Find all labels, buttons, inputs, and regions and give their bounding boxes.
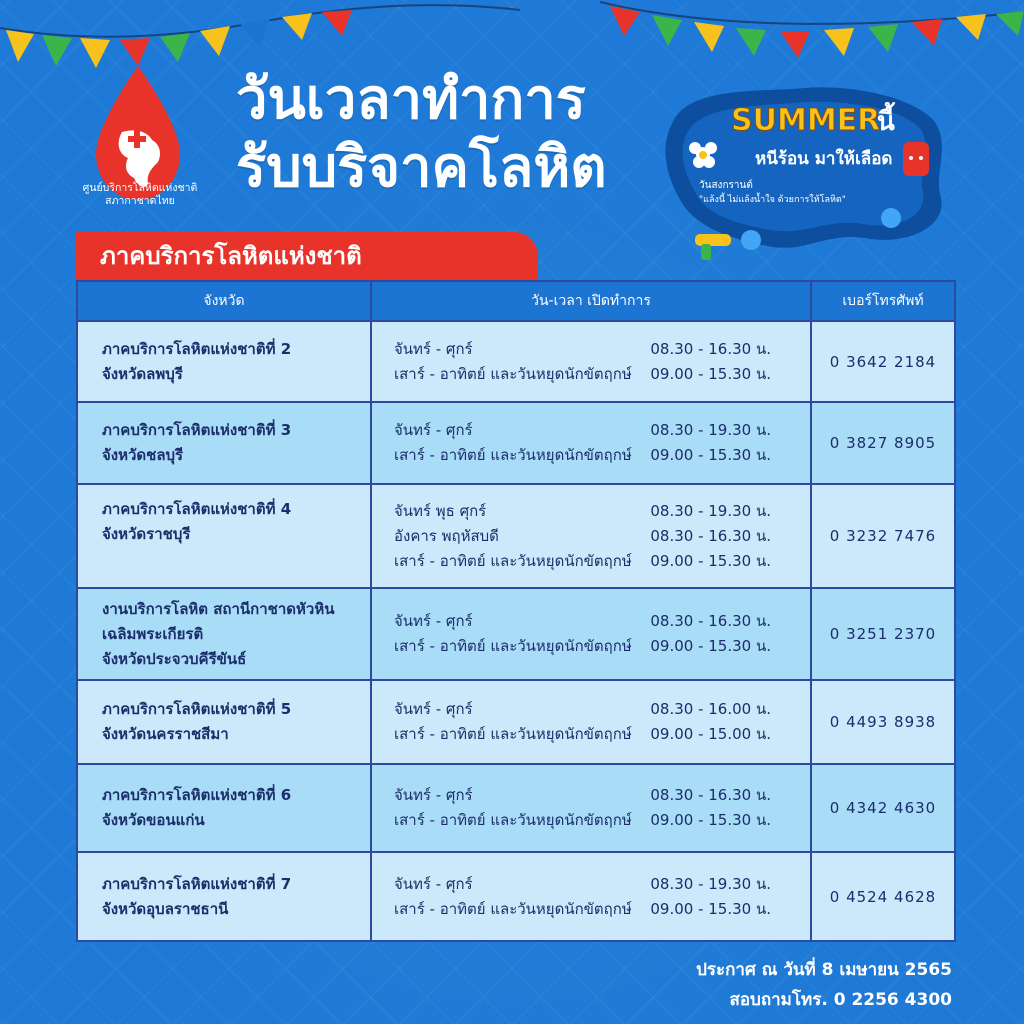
schedule-time: 08.30 - 16.00 น. xyxy=(650,700,771,718)
promo-tagline: หนีร้อน มาให้เลือด xyxy=(755,149,893,169)
schedule-line xyxy=(394,808,809,833)
schedule-days: เสาร์ - อาทิตย์ และวันหยุดนักขัตฤกษ์ xyxy=(394,364,632,383)
province-line: งานบริการโลหิต สถานีกาชาดหัวหิน xyxy=(102,599,335,618)
province-line: ภาคบริการโลหิตแห่งชาติที่ 6 xyxy=(102,786,292,804)
schedule-time: 09.00 - 15.30 น. xyxy=(650,899,771,918)
province-cell xyxy=(77,484,371,588)
table-row xyxy=(77,852,955,941)
schedule-time: 08.30 - 16.30 น. xyxy=(650,612,771,630)
schedule-line xyxy=(394,872,809,897)
title-line-2: รับบริจาคโลหิต xyxy=(236,135,607,200)
logo-line-1: ศูนย์บริการโลหิตแห่งชาติ xyxy=(82,182,198,194)
schedule-line xyxy=(394,634,809,659)
schedule-line xyxy=(394,897,809,922)
promo-subline-1: วันสงกรานต์ xyxy=(699,180,753,191)
phone-cell: 0 4493 8938 xyxy=(811,680,955,764)
schedule-cell xyxy=(371,321,811,402)
logo-line-2: สภากาชาดไทย xyxy=(105,195,175,207)
title-line-1: วันเวลาทำการ xyxy=(236,67,586,132)
schedule-line xyxy=(394,783,809,808)
table-row xyxy=(77,588,955,680)
schedule-line xyxy=(394,337,809,362)
table-row xyxy=(77,484,955,588)
schedule-line xyxy=(394,443,809,468)
schedule-days: เสาร์ - อาทิตย์ และวันหยุดนักขัตฤกษ์ xyxy=(394,637,632,655)
phone-cell: 0 4524 4628 xyxy=(811,852,955,941)
province-cell xyxy=(77,402,371,484)
table-row xyxy=(77,764,955,852)
page-title xyxy=(236,66,607,202)
province-line: ภาคบริการโลหิตแห่งชาติที่ 4 xyxy=(102,500,292,518)
logo-caption xyxy=(70,182,210,208)
phone-cell: 0 3827 8905 xyxy=(811,402,955,484)
table-header-row xyxy=(77,281,955,321)
phone-cell: 0 3251 2370 xyxy=(811,588,955,680)
schedule-cell xyxy=(371,680,811,764)
schedule-time: 09.00 - 15.30 น. xyxy=(650,551,771,570)
header-schedule: วัน-เวลา เปิดทำการ xyxy=(371,281,811,321)
header-province: จังหวัด xyxy=(77,281,371,321)
province-cell xyxy=(77,852,371,941)
schedule-days: เสาร์ - อาทิตย์ และวันหยุดนักขัตฤกษ์ xyxy=(394,551,632,570)
schedule-cell xyxy=(371,852,811,941)
schedule-line xyxy=(394,549,809,574)
schedule-time: 08.30 - 19.30 น. xyxy=(650,874,771,893)
blood-bag-icon xyxy=(903,142,929,176)
phone-cell: 0 4342 4630 xyxy=(811,764,955,852)
province-cell xyxy=(77,588,371,680)
schedule-line xyxy=(394,524,809,549)
province-line: เฉลิมพระเกียรติ xyxy=(102,624,204,643)
province-cell xyxy=(77,764,371,852)
water-drop-icon xyxy=(741,230,761,250)
promo-suffix: นี้ xyxy=(877,107,895,137)
province-line: จังหวัดประจวบคีรีขันธ์ xyxy=(102,649,247,668)
phone-cell: 0 3232 7476 xyxy=(811,484,955,588)
schedule-days: เสาร์ - อาทิตย์ และวันหยุดนักขัตฤกษ์ xyxy=(394,725,632,743)
announce-date: ประกาศ ณ วันที่ 8 เมษายน 2565 xyxy=(696,960,952,980)
schedule-line xyxy=(394,362,809,387)
province-line: ภาคบริการโลหิตแห่งชาติที่ 5 xyxy=(102,700,292,718)
schedule-line xyxy=(394,722,809,747)
schedule-time: 08.30 - 16.30 น. xyxy=(650,339,771,358)
bunting-decoration xyxy=(0,0,1024,70)
schedule-days: จันทร์ - ศุกร์ xyxy=(394,612,473,630)
province-cell xyxy=(77,321,371,402)
contact-phone: สอบถามโทร. 0 2256 4300 xyxy=(729,990,952,1010)
schedule-time: 09.00 - 15.30 น. xyxy=(650,446,771,464)
promo-subline-2: "แล้งนี้ ไม่แล้งน้ำใจ ด้วยการให้โลหิต" xyxy=(699,195,846,205)
schedule-time: 09.00 - 15.30 น. xyxy=(650,637,771,655)
province-line: จังหวัดขอนแก่น xyxy=(102,811,205,829)
province-line: ภาคบริการโลหิตแห่งชาติที่ 3 xyxy=(102,421,292,439)
schedule-line xyxy=(394,418,809,443)
schedule-days: จันทร์ - ศุกร์ xyxy=(394,339,473,358)
table-row xyxy=(77,402,955,484)
schedule-days: จันทร์ - ศุกร์ xyxy=(394,700,473,718)
schedule-cell xyxy=(371,764,811,852)
table-row xyxy=(77,680,955,764)
schedule-days: จันทร์ พุธ ศุกร์ xyxy=(394,501,487,520)
schedule-cell xyxy=(371,402,811,484)
schedule-time: 08.30 - 19.30 น. xyxy=(650,501,771,520)
schedule-days: เสาร์ - อาทิตย์ และวันหยุดนักขัตฤกษ์ xyxy=(394,446,632,464)
schedule-time: 08.30 - 19.30 น. xyxy=(650,421,771,439)
water-bubble-icon xyxy=(881,208,901,228)
section-title: ภาคบริการโลหิตแห่งชาติ xyxy=(76,232,538,280)
schedule-time: 08.30 - 16.30 น. xyxy=(650,786,771,804)
schedule-table xyxy=(76,280,956,942)
schedule-days: เสาร์ - อาทิตย์ และวันหยุดนักขัตฤกษ์ xyxy=(394,811,632,829)
schedule-days: จันทร์ - ศุกร์ xyxy=(394,786,473,804)
schedule-time: 09.00 - 15.30 น. xyxy=(650,811,771,829)
province-line: จังหวัดชลบุรี xyxy=(102,446,184,464)
schedule-days: จันทร์ - ศุกร์ xyxy=(394,874,473,893)
province-cell xyxy=(77,680,371,764)
schedule-cell xyxy=(371,588,811,680)
water-gun-icon xyxy=(695,234,731,260)
schedule-line xyxy=(394,499,809,524)
schedule-time: 08.30 - 16.30 น. xyxy=(650,526,771,545)
schedule-days: เสาร์ - อาทิตย์ และวันหยุดนักขัตฤกษ์ xyxy=(394,899,632,918)
table-row xyxy=(77,321,955,402)
province-line: จังหวัดลพบุรี xyxy=(102,364,183,383)
promo-headline: SUMMER xyxy=(731,103,881,138)
summer-promo-graphic xyxy=(655,78,955,268)
schedule-line xyxy=(394,697,809,722)
schedule-days: จันทร์ - ศุกร์ xyxy=(394,421,473,439)
province-line: จังหวัดนครราชสีมา xyxy=(102,725,229,743)
schedule-time: 09.00 - 15.30 น. xyxy=(650,364,771,383)
province-line: ภาคบริการโลหิตแห่งชาติที่ 7 xyxy=(102,874,292,893)
header-phone: เบอร์โทรศัพท์ xyxy=(811,281,955,321)
phone-cell: 0 3642 2184 xyxy=(811,321,955,402)
schedule-time: 09.00 - 15.00 น. xyxy=(650,725,771,743)
schedule-line xyxy=(394,609,809,634)
province-line: จังหวัดอุบลราชธานี xyxy=(102,899,229,918)
schedule-cell xyxy=(371,484,811,588)
province-line: จังหวัดราชบุรี xyxy=(102,525,191,543)
province-line: ภาคบริการโลหิตแห่งชาติที่ 2 xyxy=(102,339,292,358)
schedule-days: อังคาร พฤหัสบดี xyxy=(394,526,499,545)
